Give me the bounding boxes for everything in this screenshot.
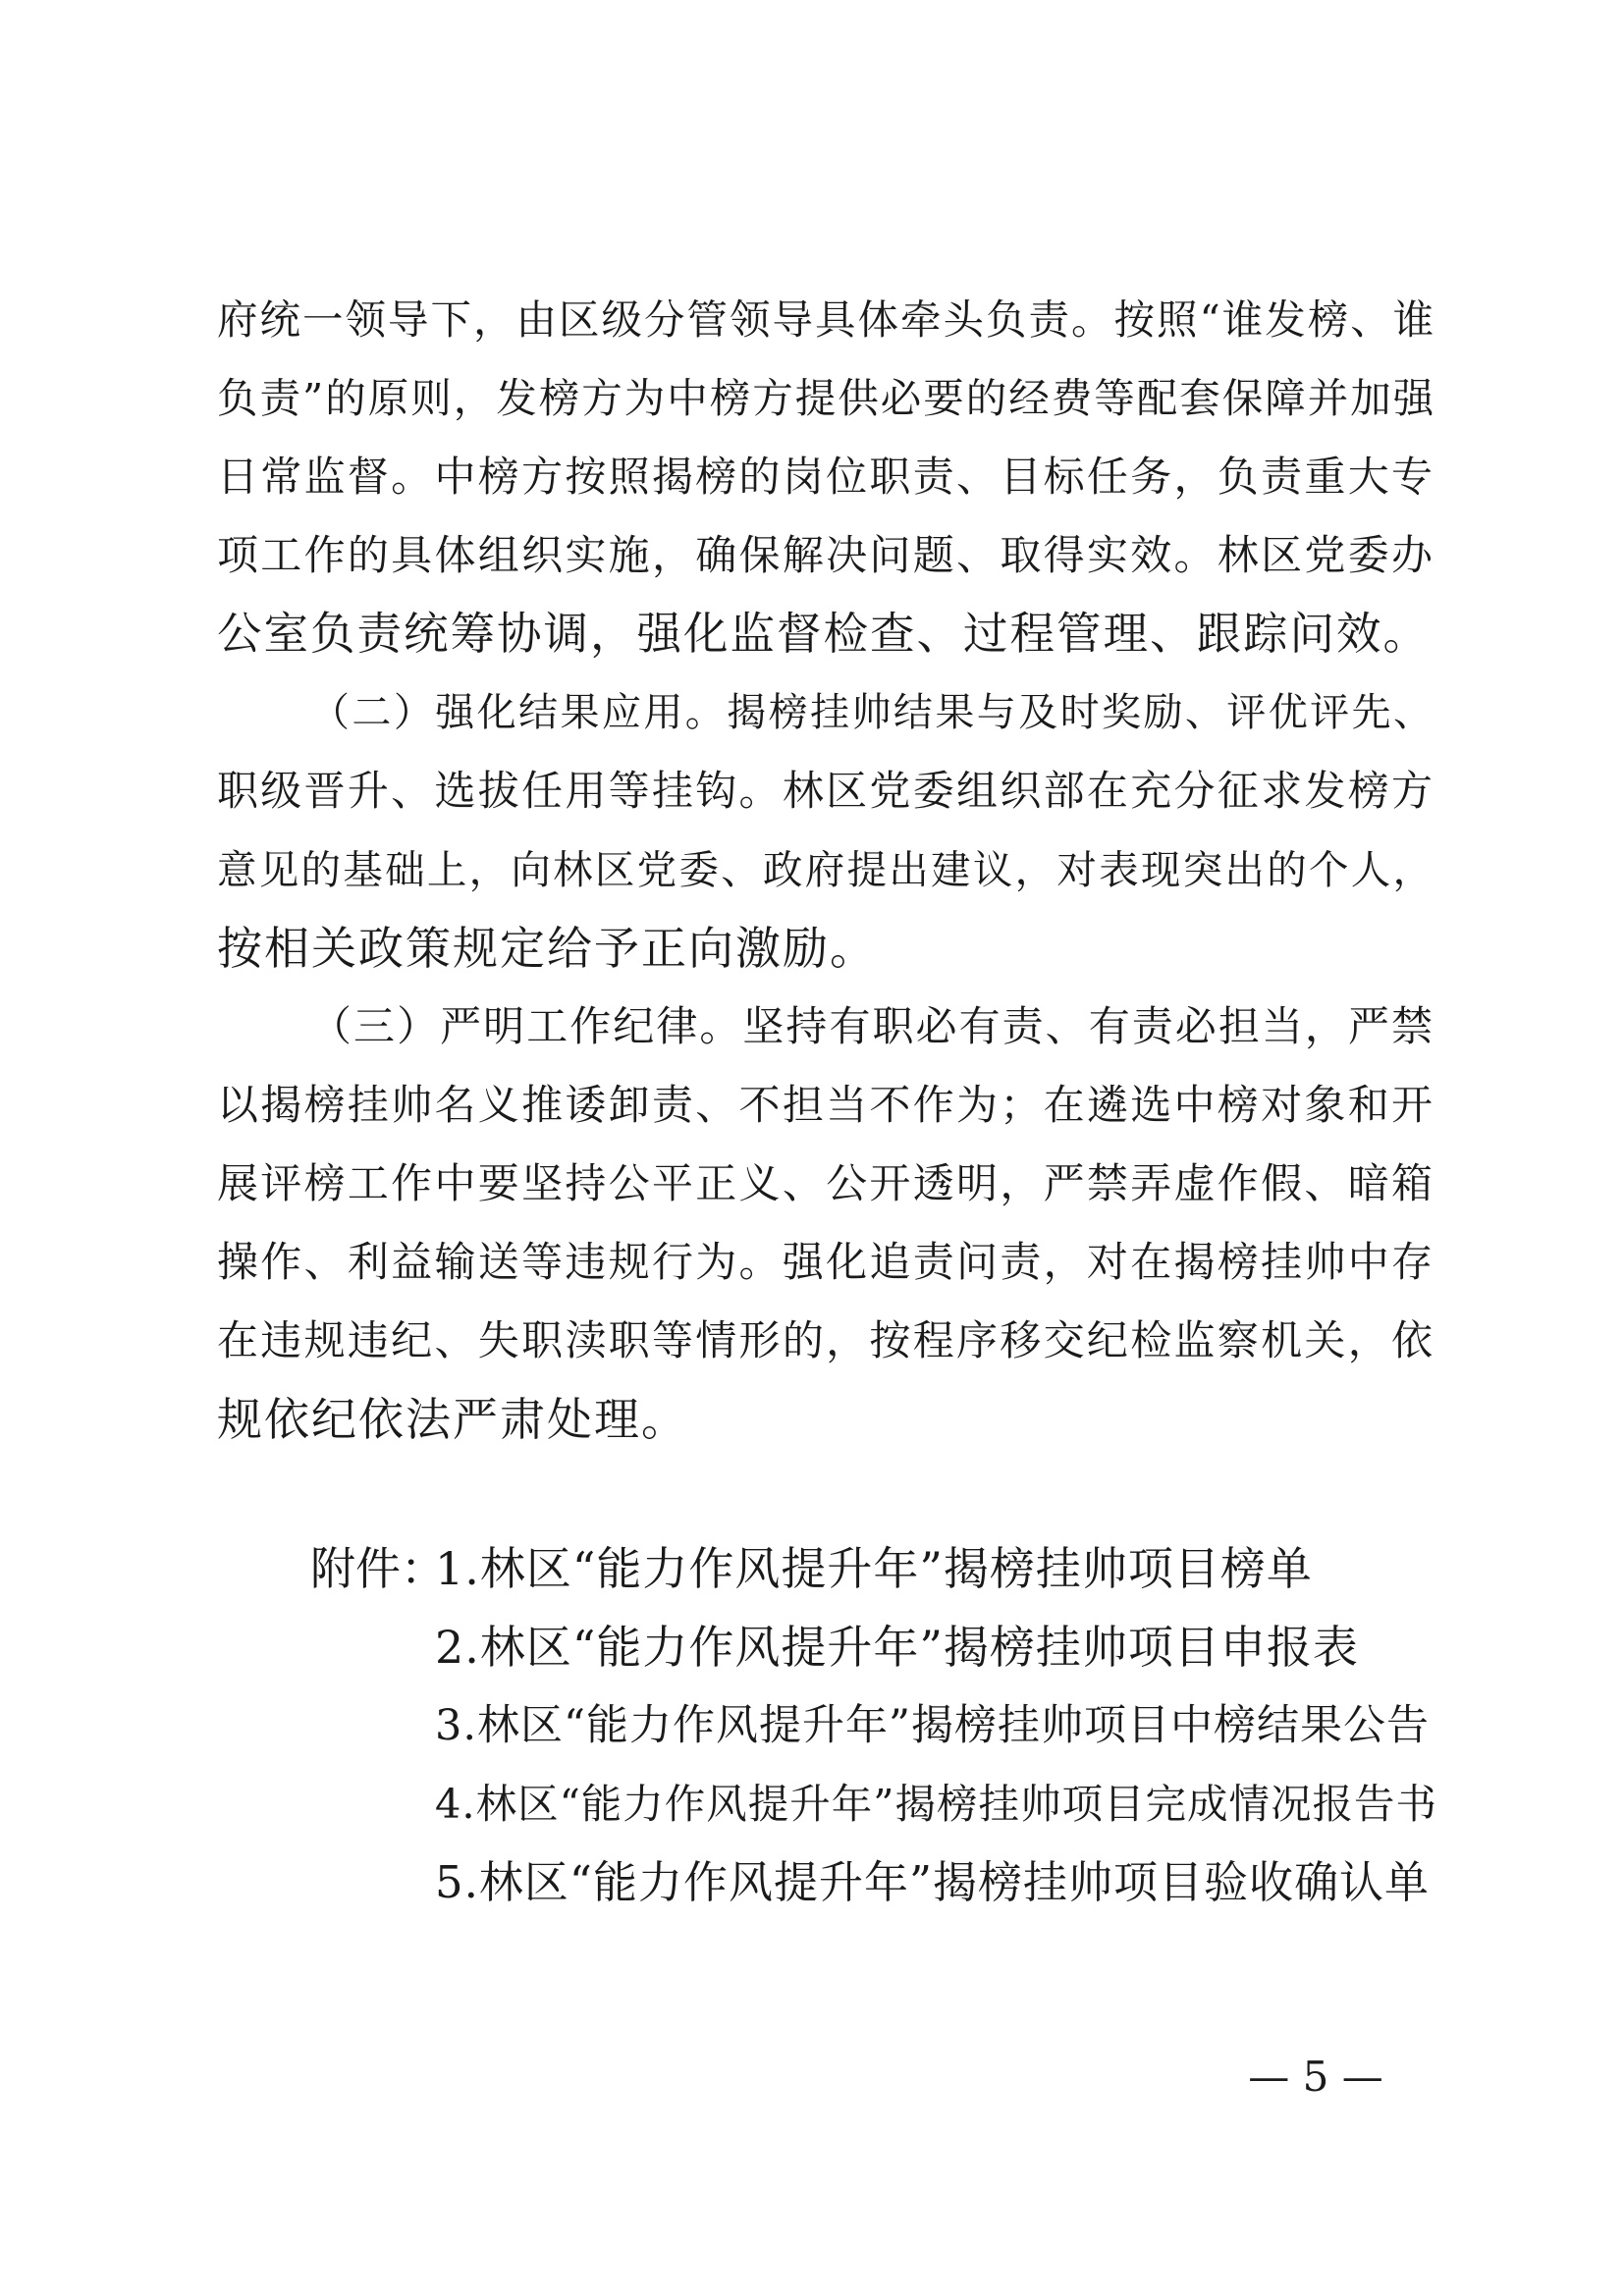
text-line: （三）严明工作纪律。坚持有职必有责、有责必担当，严禁 [310,1002,1435,1050]
attachment-item: 5.林区“能力作风提升年”揭榜挂帅项目验收确认单 [435,1856,1430,1908]
attachment-item: 3.林区“能力作风提升年”揭榜挂帅项目中榜结果公告 [435,1701,1430,1750]
attachment-item: 4.林区“能力作风提升年”揭榜挂帅项目完成情况报告书 [435,1780,1438,1828]
text-line: 规依纪依法严肃处理。 [217,1393,688,1446]
text-line: 府统一领导下，由区级分管领导具体牵头负责。按照“谁发榜、谁 [217,295,1436,344]
attachments-label: 附件： [310,1542,446,1595]
text-line: 意见的基础上，向林区党委、政府提出建议，对表现突出的个人， [217,846,1435,893]
text-line: 以揭榜挂帅名义推诿卸责、不担当不作为；在遴选中榜对象和开 [217,1081,1435,1129]
attachment-item: 1.林区“能力作风提升年”揭榜挂帅项目榜单 [435,1542,1313,1595]
text-line: 日常监督。中榜方按照揭榜的岗位职责、目标任务，负责重大专 [217,453,1435,501]
text-line: （二）强化结果应用。揭榜挂帅结果与及时奖励、评优评先、 [310,690,1435,735]
text-line: 公室负责统筹协调，强化监督检查、过程管理、跟踪问效。 [217,608,1431,660]
attachment-item: 2.林区“能力作风提升年”揭榜挂帅项目申报表 [435,1621,1359,1674]
text-line: 项工作的具体组织实施，确保解决问题、取得实效。林区党委办 [217,531,1435,579]
text-line: 按相关政策规定给予正向激励。 [217,922,877,975]
text-line: 操作、利益输送等违规行为。强化追责问责，对在揭榜挂帅中存 [217,1238,1435,1286]
page-number: — 5 — [1248,2053,1383,2101]
text-line: 在违规违纪、失职渎职等情形的，按程序移交纪检监察机关，依 [217,1316,1435,1364]
text-line: 负责”的原则，发榜方为中榜方提供必要的经费等配套保障并加强 [217,374,1436,422]
text-line: 职级晋升、选拔任用等挂钩。林区党委组织部在充分征求发榜方 [217,767,1435,815]
text-line: 展评榜工作中要坚持公平正义、公开透明，严禁弄虚作假、暗箱 [217,1159,1435,1207]
